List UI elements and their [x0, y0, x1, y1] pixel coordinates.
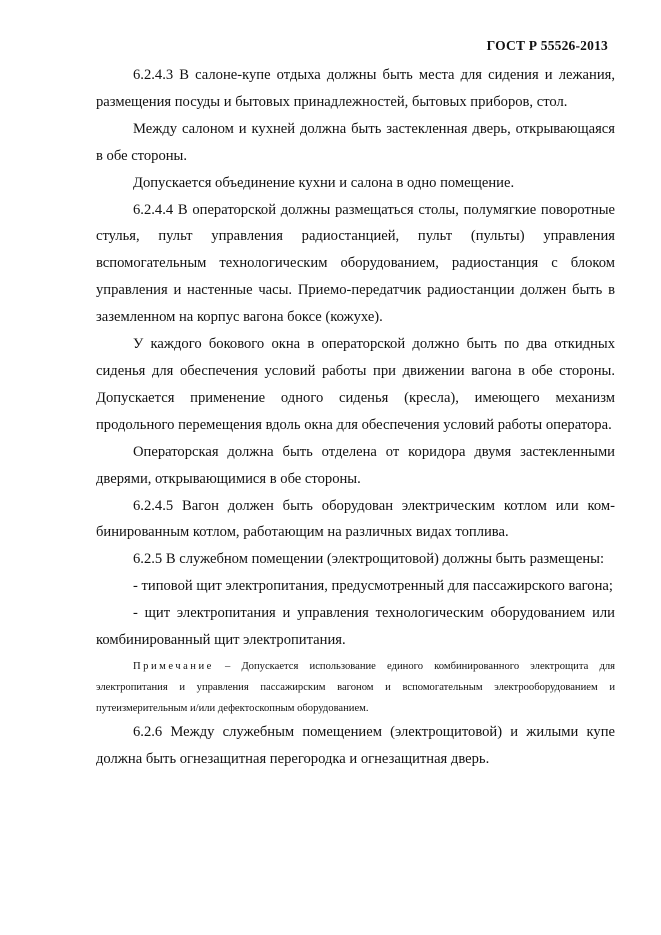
paragraph-operator-room-doors: Операторская должна быть отделена от коридора двумя застекленными дверями, открывающимися в обе стороны. [96, 443, 615, 487]
paragraph-salon-door: Между салоном и кухней должна быть застекленная дверь, открывающаяся в обе стороны. [96, 120, 615, 164]
document-body [96, 62, 615, 773]
paragraph-side-window-seats: У каждого бокового окна в операторской должно быть по два откидных сиденья для обеспечения условий работы при движении вагона в обе стороны. Допускается применение одного сиденья (кресла), имеющего механизм продольного перемещения вдоль окна для обеспечения условий работы оператора. [96, 336, 615, 433]
paragraph-6-2-4-4: 6.2.4.4 В операторской должны размещаться столы, полумягкие поворотные стулья, пульт управления радиостанцией, пульт (пульты) управления вспомогательным технологическим оборудованием, радиостанция с блоком управления и настенные часы. Приемо-передатчик радиостанции должен быть в заземленном на корпус вагона боксе (кожухе). [96, 201, 615, 326]
paragraph-6-2-5: 6.2.5 В служебном помещении (электрощитовой) должны быть размещены: [133, 551, 605, 568]
paragraph-6-2-6: 6.2.6 Между служебным помещением (электрощитовой) и жилыми купе должна быть огнезащитная перегородка и огнезащитная дверь. [96, 723, 615, 767]
document-header: ГОСТ Р 55526-2013 [486, 38, 608, 53]
paragraph-kitchen-salon: Допускается объединение кухни и салона в одно помещение. [133, 174, 515, 191]
list-item-control-panel: - щит электропитания и управления технологическим оборудованием или комбинированный щит электропитания. [96, 605, 615, 649]
list-item-standard-panel: - типовой щит электропитания, предусмотренный для пассажирского вагона; [133, 578, 613, 595]
note-label: Примечание [133, 660, 214, 672]
note [96, 656, 615, 719]
paragraph-6-2-4-5: 6.2.4.5 Вагон должен быть оборудован электрическим котлом или комбинированным котлом, работающим на различных видах топлива. [96, 497, 615, 541]
note-text: – Допускается использование единого комбинированного электрощита для электропитания и управления пассажирским вагоном и вспомогательным электрооборудованием и путеизмерительным и/или дефектоскопным оборудованием. [96, 660, 615, 714]
paragraph-6-2-4-3: 6.2.4.3 В салоне-купе отдыха должны быть места для сидения и лежания, размещения посуды и бытовых принадлежностей, бытовых приборов, стол. [96, 67, 615, 110]
